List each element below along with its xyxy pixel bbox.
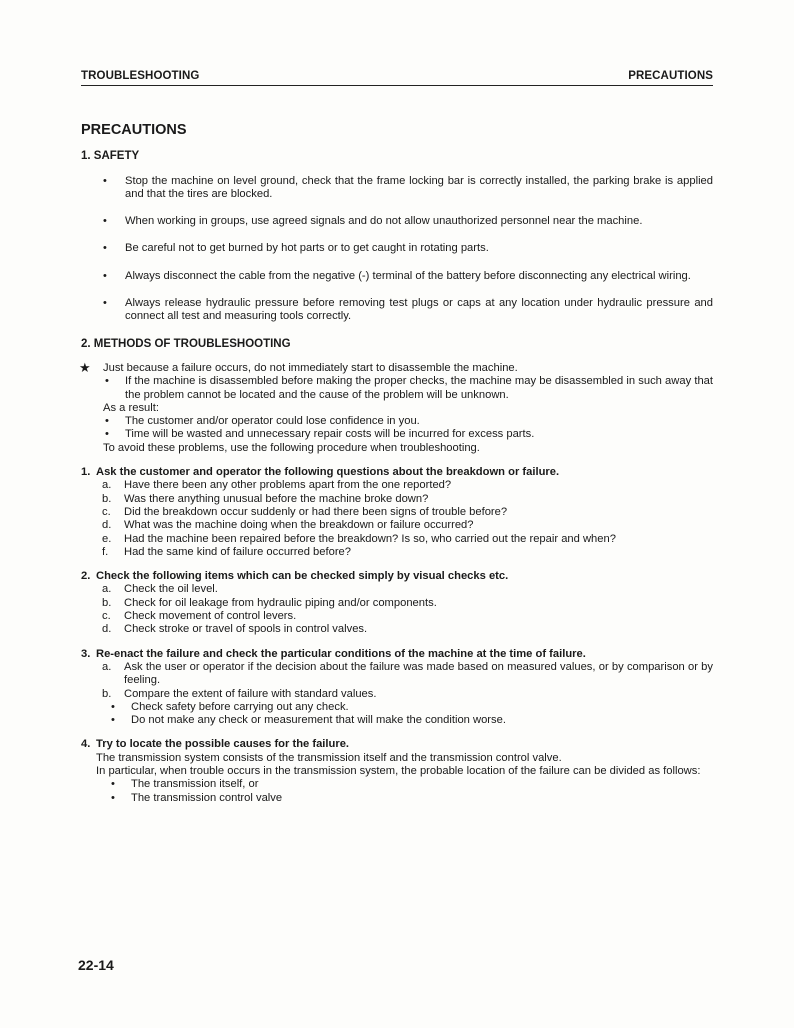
list-item: • Check safety before carrying out any check. (111, 700, 349, 713)
list-item: d. Check stroke or travel of spools in control valves. (102, 623, 368, 636)
list-item: • If the machine is disassembled before making the proper checks, the machine may be disassembled in such away that the problem cannot be located and the cause of the problem will be unknown. (105, 375, 713, 401)
page-content (81, 124, 713, 805)
header-topic-label: PRECAUTIONS (628, 70, 713, 82)
note-block (79, 359, 713, 455)
step-heading: 4. Try to locate the possible causes for the failure. (81, 738, 350, 751)
list-item: b. Compare the extent of failure with standard values. (102, 687, 377, 700)
bullet-icon: • (103, 297, 107, 310)
safety-list (81, 175, 713, 324)
list-item: a. Ask the user or operator if the decision about the failure was made based on measured values, or by comparison or by feeling. (102, 660, 713, 687)
bullet-icon: • (111, 700, 115, 713)
bullet-icon: • (105, 428, 109, 441)
list-item: b. Check for oil leakage from hydraulic piping and/or components. (102, 596, 437, 609)
methods-heading: 2. METHODS OF TROUBLESHOOTING (81, 337, 291, 350)
step-sub-bullets (81, 778, 713, 805)
list-item: • Stop the machine on level ground, check that the frame locking bar is correctly installed, the parking brake is applied and that the tires are blocked. (103, 174, 713, 200)
list-item: e. Had the machine been repaired before the breakdown? Is so, who carried out the repair and when? (102, 532, 616, 545)
list-item: • Always disconnect the cable from the negative (-) terminal of the battery before disconnecting any electrical wiring. (103, 269, 691, 282)
bullet-icon: • (103, 174, 107, 187)
bullet-icon: • (105, 415, 109, 428)
list-item: • When working in groups, use agreed signals and do not allow unauthorized personnel near the machine. (103, 215, 643, 228)
list-item: • Do not make any check or measurement that will make the condition worse. (111, 714, 506, 727)
bullet-icon: • (103, 215, 107, 228)
step-heading: 2. Check the following items which can be checked simply by visual checks etc. (81, 570, 509, 583)
step-items (81, 583, 713, 636)
step-3 (81, 648, 713, 728)
methods-section (81, 338, 713, 805)
page-title: PRECAUTIONS (81, 122, 187, 138)
bullet-icon: • (103, 269, 107, 282)
result-label: As a result: (103, 401, 159, 414)
note-intro: Just because a failure occurs, do not immediately start to disassemble the machine. (103, 361, 518, 374)
step-items (81, 661, 713, 701)
list-item: • Time will be wasted and unnecessary repair costs will be incurred for excess parts. (105, 428, 535, 441)
list-item: c. Check movement of control levers. (102, 610, 297, 623)
safety-heading: 1. SAFETY (81, 150, 140, 163)
bullet-icon: • (105, 375, 109, 388)
list-item: • The transmission itself, or (111, 778, 259, 791)
bullet-icon: • (111, 791, 115, 804)
step-heading: 1. Ask the customer and operator the following questions about the breakdown or failure. (81, 466, 560, 479)
list-item: • Be careful not to get burned by hot parts or to get caught in rotating parts. (103, 242, 489, 255)
bullet-icon: • (111, 778, 115, 791)
step-2 (81, 570, 713, 636)
step-paragraph: The transmission system consists of the transmission itself and the transmission control valve. (96, 751, 562, 764)
step-items (81, 479, 713, 559)
page-number: 22-14 (78, 957, 114, 973)
step-paragraph: In particular, when trouble occurs in the transmission system, the probable location of the failure can be divided as follows: (96, 764, 701, 777)
step-4 (81, 738, 713, 804)
list-item: • The transmission control valve (111, 791, 283, 804)
list-item: • Always release hydraulic pressure before removing test plugs or caps at any location under hydraulic pressure and connect all test and measuring tools correctly. (103, 297, 713, 323)
list-item: • The customer and/or operator could lose confidence in you. (105, 415, 420, 428)
list-item: f. Had the same kind of failure occurred before? (102, 545, 351, 558)
step-heading: 3. Re-enact the failure and check the particular conditions of the machine at the time of failure. (81, 647, 586, 660)
bullet-icon: • (111, 714, 115, 727)
header-section-label: TROUBLESHOOTING (81, 70, 200, 82)
running-header (81, 70, 713, 86)
step-sub-bullets (81, 701, 713, 728)
list-item: a. Check the oil level. (102, 583, 218, 596)
list-item: c. Did the breakdown occur suddenly or had there been signs of trouble before? (102, 505, 508, 518)
list-item: a. Have there been any other problems apart from the one reported? (102, 479, 452, 492)
note-bullets (103, 375, 713, 402)
list-item: d. What was the machine doing when the breakdown or failure occurred? (102, 519, 474, 532)
result-bullets (103, 415, 713, 442)
star-icon: ★ (79, 359, 91, 375)
list-item: b. Was there anything unusual before the machine broke down? (102, 492, 429, 505)
avoid-line: To avoid these problems, use the following procedure when troubleshooting. (103, 441, 480, 454)
bullet-icon: • (103, 242, 107, 255)
step-1 (81, 466, 713, 559)
